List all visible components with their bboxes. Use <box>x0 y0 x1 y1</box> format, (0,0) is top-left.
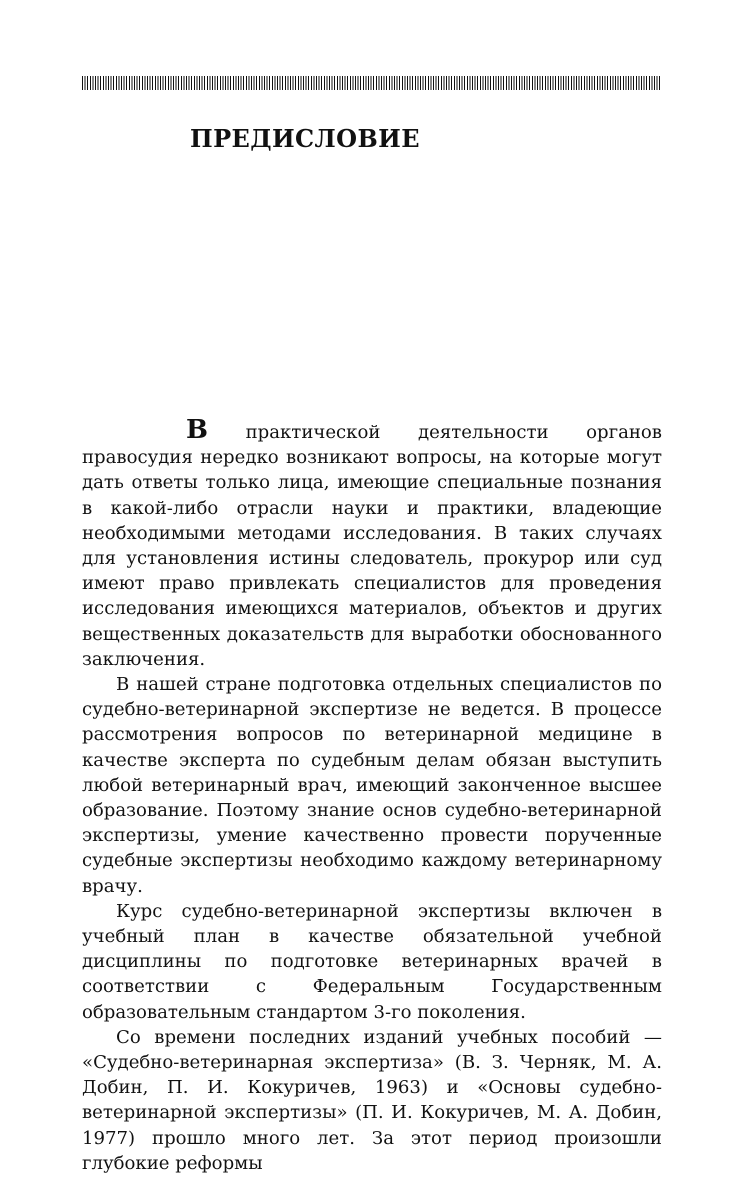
paragraph-1 <box>82 415 662 672</box>
chapter-title: ПРЕДИСЛОВИЕ <box>190 124 420 153</box>
paragraph-1-text: практической деятельности органов правосудия нередко возникают вопросы, на которые могут дать ответы только лица, имеющие специальные познания в какой-либо отрасли науки и практики, владеющие необходимыми методами исследования. В таких случаях для установления истины следователь, прокурор или суд имеют право привлекать специалистов для проведения исследования имеющихся материалов, объектов и других вещественных доказательств для выработки обоснованного заключения. <box>82 422 662 670</box>
body-text <box>82 415 662 1176</box>
decorative-rule <box>82 76 662 90</box>
paragraph-4: Со времени последних изданий учебных пособий — «Судебно-ветеринарная экспертиза» (В. З. Черняк, М. А. Добин, П. И. Кокуричев, 1963) и «Основы судебно-ветеринарной экспертизы» (П. И. Кокуричев, М. А. Добин, 1977) прошло много лет. За этот период произошли глубокие реформы <box>82 1026 662 1174</box>
paragraph-2: В нашей стране подготовка отдельных специалистов по судебно-ветеринарной экспертизе не ведется. В процессе рассмотрения вопросов по ветеринарной медицине в качестве эксперта по судебным делам обязан выступить любой ветеринарный врач, имеющий законченное высшее образование. Поэтому знание основ судебно-ветеринарной экспертизы, умение качественно провести порученные судебные экспертизы необходимо каждому ветеринарному врачу. <box>82 674 662 897</box>
paragraph-3: Курс судебно-ветеринарной экспертизы включен в учебный план в качестве обязательной учебной дисциплины по подготовке ветеринарных врачей в соответствии с Федеральным Государственным образовательным стандартом 3-го поколения. <box>82 900 662 1023</box>
initial-letter: В <box>186 415 208 445</box>
